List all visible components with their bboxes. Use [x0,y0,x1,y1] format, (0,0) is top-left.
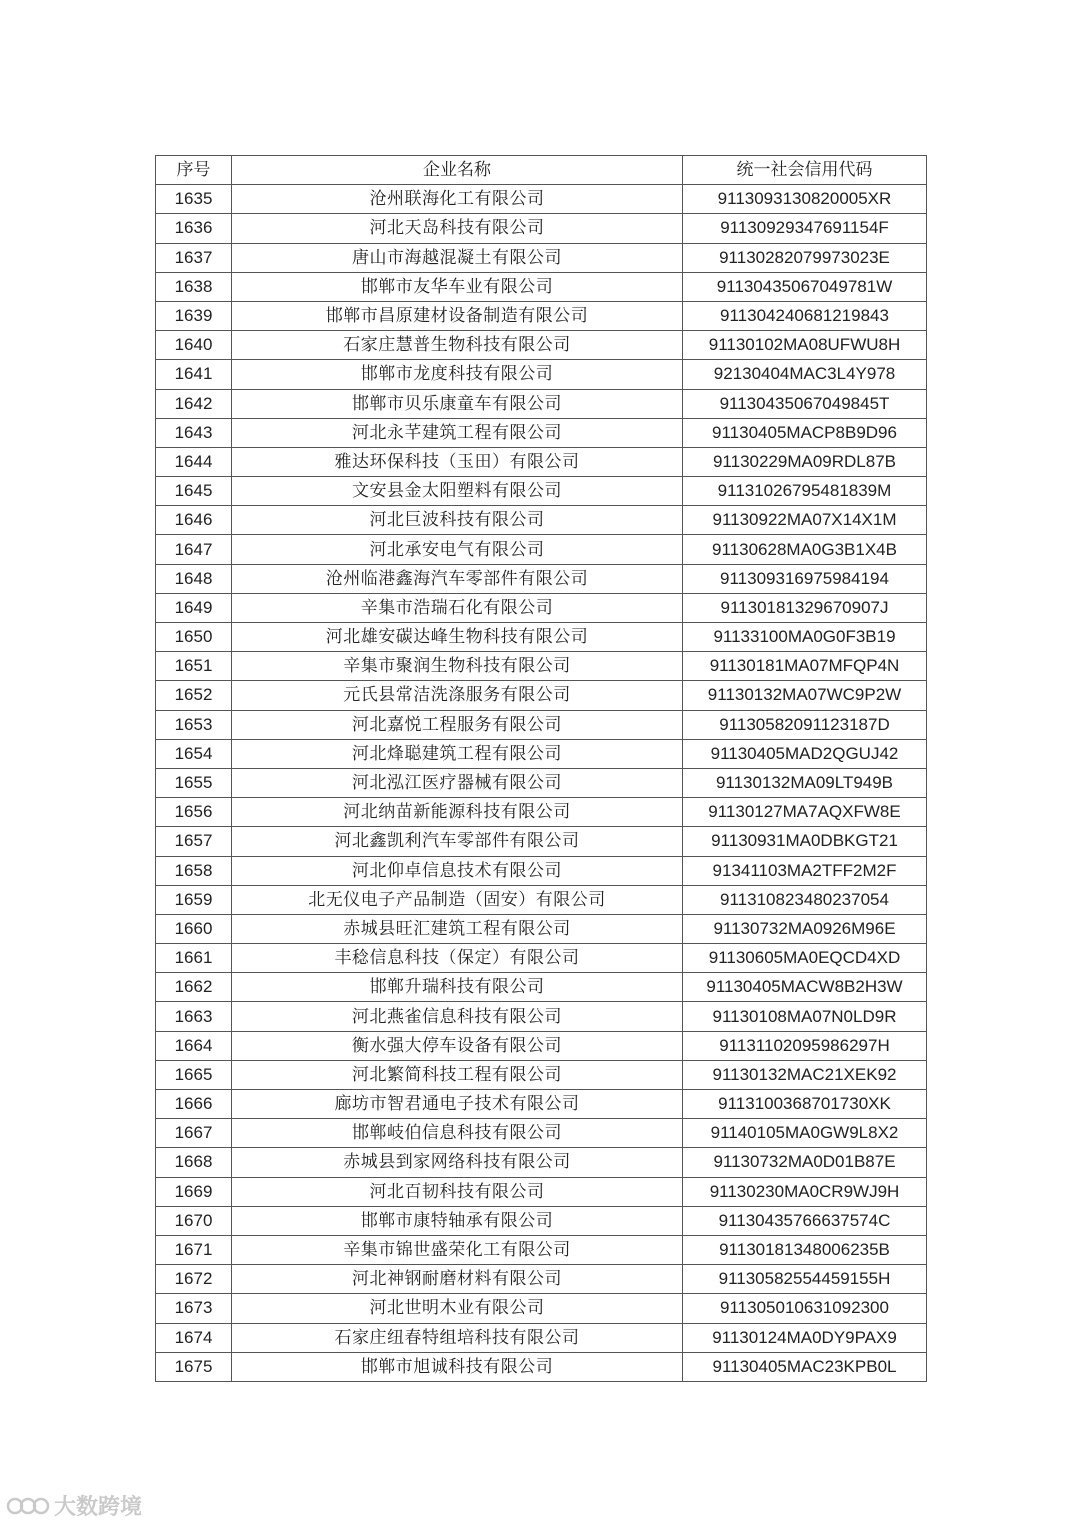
table-row [156,418,927,447]
cell-company-name: 河北天岛科技有限公司 [232,214,683,243]
cell-seq: 1644 [156,447,232,476]
cell-credit-code: 91130132MA07WC9P2W [683,681,927,710]
cell-seq: 1654 [156,739,232,768]
cell-seq: 1640 [156,331,232,360]
cell-seq: 1675 [156,1352,232,1381]
cell-seq: 1671 [156,1235,232,1264]
table-row [156,477,927,506]
cell-seq: 1648 [156,564,232,593]
table-row [156,739,927,768]
table-row [156,973,927,1002]
cell-seq: 1673 [156,1294,232,1323]
cell-credit-code: 91130405MAD2QGUJ42 [683,739,927,768]
cell-credit-code: 91130132MA09LT949B [683,768,927,797]
cell-company-name: 河北燕雀信息科技有限公司 [232,1002,683,1031]
cell-seq: 1661 [156,944,232,973]
cell-company-name: 河北神钢耐磨材料有限公司 [232,1265,683,1294]
cell-credit-code: 91130102MA08UFWU8H [683,331,927,360]
cell-seq: 1653 [156,710,232,739]
cell-company-name: 邯郸市龙度科技有限公司 [232,360,683,389]
cell-credit-code: 91131102095986297H [683,1031,927,1060]
cell-credit-code: 911310823480237054 [683,885,927,914]
cell-company-name: 邯郸升瑞科技有限公司 [232,973,683,1002]
table-row [156,1090,927,1119]
table-row [156,331,927,360]
table-row [156,710,927,739]
cell-seq: 1639 [156,301,232,330]
cell-company-name: 衡水强大停车设备有限公司 [232,1031,683,1060]
cell-seq: 1643 [156,418,232,447]
cell-credit-code: 911309316975984194 [683,564,927,593]
table-row [156,389,927,418]
cell-seq: 1666 [156,1090,232,1119]
cell-credit-code: 91130124MA0DY9PAX9 [683,1323,927,1352]
cell-credit-code: 91140105MA0GW9L8X2 [683,1119,927,1148]
cell-credit-code: 91130229MA09RDL87B [683,447,927,476]
cell-credit-code: 91130405MACW8B2H3W [683,973,927,1002]
table-row [156,944,927,973]
cell-seq: 1647 [156,535,232,564]
cell-credit-code: 911305010631092300 [683,1294,927,1323]
cell-company-name: 辛集市聚润生物科技有限公司 [232,652,683,681]
table-row [156,272,927,301]
logo-icon [6,1493,50,1519]
table-row [156,1265,927,1294]
cell-credit-code: 91130929347691154F [683,214,927,243]
table-row [156,856,927,885]
cell-seq: 1636 [156,214,232,243]
table-row [156,914,927,943]
cell-company-name: 赤城县到家网络科技有限公司 [232,1148,683,1177]
table-row [156,623,927,652]
cell-seq: 1638 [156,272,232,301]
table-row [156,1002,927,1031]
cell-company-name: 河北承安电气有限公司 [232,535,683,564]
cell-seq: 1664 [156,1031,232,1060]
header-credit-code: 统一社会信用代码 [683,156,927,185]
table-body [156,185,927,1382]
cell-seq: 1655 [156,768,232,797]
cell-seq: 1668 [156,1148,232,1177]
cell-company-name: 河北鑫凯利汽车零部件有限公司 [232,827,683,856]
cell-credit-code: 91130405MAC23KPB0L [683,1352,927,1381]
table-row [156,652,927,681]
cell-credit-code: 91130127MA7AQXFW8E [683,798,927,827]
cell-credit-code: 91130628MA0G3B1X4B [683,535,927,564]
table-row [156,1148,927,1177]
cell-company-name: 邯郸市友华车业有限公司 [232,272,683,301]
cell-credit-code: 91130435067049845T [683,389,927,418]
table-header [156,156,927,185]
cell-company-name: 邯郸市贝乐康童车有限公司 [232,389,683,418]
table-row [156,185,927,214]
cell-seq: 1658 [156,856,232,885]
cell-credit-code: 91130181MA07MFQP4N [683,652,927,681]
cell-seq: 1667 [156,1119,232,1148]
cell-company-name: 河北纳苗新能源科技有限公司 [232,798,683,827]
cell-company-name: 雅达环保科技（玉田）有限公司 [232,447,683,476]
cell-company-name: 河北嘉悦工程服务有限公司 [232,710,683,739]
table-row [156,593,927,622]
cell-company-name: 河北巨波科技有限公司 [232,506,683,535]
cell-seq: 1652 [156,681,232,710]
cell-company-name: 石家庄纽春特组培科技有限公司 [232,1323,683,1352]
cell-credit-code: 91130922MA07X14X1M [683,506,927,535]
cell-credit-code: 91131026795481839M [683,477,927,506]
cell-company-name: 辛集市锦世盛荣化工有限公司 [232,1235,683,1264]
company-registry-table [155,155,927,1382]
cell-seq: 1665 [156,1060,232,1089]
cell-credit-code: 9113093130820005XR [683,185,927,214]
table-row [156,1323,927,1352]
table-row [156,301,927,330]
cell-seq: 1637 [156,243,232,272]
cell-company-name: 唐山市海越混凝土有限公司 [232,243,683,272]
header-seq: 序号 [156,156,232,185]
cell-seq: 1641 [156,360,232,389]
cell-company-name: 河北仰卓信息技术有限公司 [232,856,683,885]
cell-company-name: 河北烽聪建筑工程有限公司 [232,739,683,768]
cell-company-name: 廊坊市智君通电子技术有限公司 [232,1090,683,1119]
cell-credit-code: 91130108MA07N0LD9R [683,1002,927,1031]
table-row [156,1294,927,1323]
cell-credit-code: 91130132MAC21XEK92 [683,1060,927,1089]
cell-seq: 1663 [156,1002,232,1031]
table-row [156,1235,927,1264]
cell-company-name: 邯郸岐伯信息科技有限公司 [232,1119,683,1148]
cell-seq: 1651 [156,652,232,681]
cell-company-name: 沧州联海化工有限公司 [232,185,683,214]
cell-seq: 1660 [156,914,232,943]
cell-credit-code: 91130605MA0EQCD4XD [683,944,927,973]
cell-credit-code: 91130732MA0D01B87E [683,1148,927,1177]
cell-credit-code: 91130181329670907J [683,593,927,622]
table-row [156,768,927,797]
cell-seq: 1635 [156,185,232,214]
table-row [156,1060,927,1089]
table-row [156,1206,927,1235]
cell-seq: 1645 [156,477,232,506]
cell-company-name: 河北泓江医疗器械有限公司 [232,768,683,797]
cell-credit-code: 91130435766637574C [683,1206,927,1235]
watermark-text: 大数跨境 [54,1495,143,1520]
table-row [156,214,927,243]
table-row [156,360,927,389]
cell-seq: 1657 [156,827,232,856]
cell-credit-code: 911304240681219843 [683,301,927,330]
table-row [156,1031,927,1060]
cell-credit-code: 91130181348006235B [683,1235,927,1264]
cell-company-name: 邯郸市旭诚科技有限公司 [232,1352,683,1381]
cell-seq: 1656 [156,798,232,827]
cell-company-name: 河北永芊建筑工程有限公司 [232,418,683,447]
cell-seq: 1649 [156,593,232,622]
cell-company-name: 元氏县常洁洗涤服务有限公司 [232,681,683,710]
cell-credit-code: 91130582554459155H [683,1265,927,1294]
cell-company-name: 河北雄安碳达峰生物科技有限公司 [232,623,683,652]
cell-seq: 1646 [156,506,232,535]
cell-credit-code: 91130405MACP8B9D96 [683,418,927,447]
cell-company-name: 邯郸市康特轴承有限公司 [232,1206,683,1235]
header-company-name: 企业名称 [232,156,683,185]
table-row [156,535,927,564]
cell-seq: 1659 [156,885,232,914]
cell-company-name: 文安县金太阳塑料有限公司 [232,477,683,506]
cell-company-name: 石家庄慧普生物科技有限公司 [232,331,683,360]
cell-company-name: 沧州临港鑫海汽车零部件有限公司 [232,564,683,593]
cell-seq: 1674 [156,1323,232,1352]
table-row [156,1352,927,1381]
cell-seq: 1662 [156,973,232,1002]
table-row [156,798,927,827]
cell-company-name: 河北世明木业有限公司 [232,1294,683,1323]
cell-company-name: 河北百韧科技有限公司 [232,1177,683,1206]
table-row [156,506,927,535]
cell-company-name: 河北繁简科技工程有限公司 [232,1060,683,1089]
table-row [156,827,927,856]
table-row [156,564,927,593]
cell-credit-code: 91133100MA0G0F3B19 [683,623,927,652]
cell-company-name: 赤城县旺汇建筑工程有限公司 [232,914,683,943]
cell-credit-code: 91130582091123187D [683,710,927,739]
table-row [156,885,927,914]
cell-credit-code: 91130732MA0926M96E [683,914,927,943]
cell-seq: 1670 [156,1206,232,1235]
table-row [156,447,927,476]
table-row [156,1177,927,1206]
cell-credit-code: 91130230MA0CR9WJ9H [683,1177,927,1206]
watermark [6,1490,142,1521]
cell-company-name: 丰稔信息科技（保定）有限公司 [232,944,683,973]
cell-seq: 1672 [156,1265,232,1294]
cell-credit-code: 91130282079973023E [683,243,927,272]
table-row [156,1119,927,1148]
table-row [156,243,927,272]
header-row [156,156,927,185]
cell-seq: 1669 [156,1177,232,1206]
cell-credit-code: 91130931MA0DBKGT21 [683,827,927,856]
cell-credit-code: 92130404MAC3L4Y978 [683,360,927,389]
cell-company-name: 北无仪电子产品制造（固安）有限公司 [232,885,683,914]
table-row [156,681,927,710]
cell-credit-code: 91130435067049781W [683,272,927,301]
cell-seq: 1642 [156,389,232,418]
cell-seq: 1650 [156,623,232,652]
cell-company-name: 邯郸市昌原建材设备制造有限公司 [232,301,683,330]
cell-credit-code: 91341103MA2TFF2M2F [683,856,927,885]
cell-company-name: 辛集市浩瑞石化有限公司 [232,593,683,622]
cell-credit-code: 9113100368701730XK [683,1090,927,1119]
